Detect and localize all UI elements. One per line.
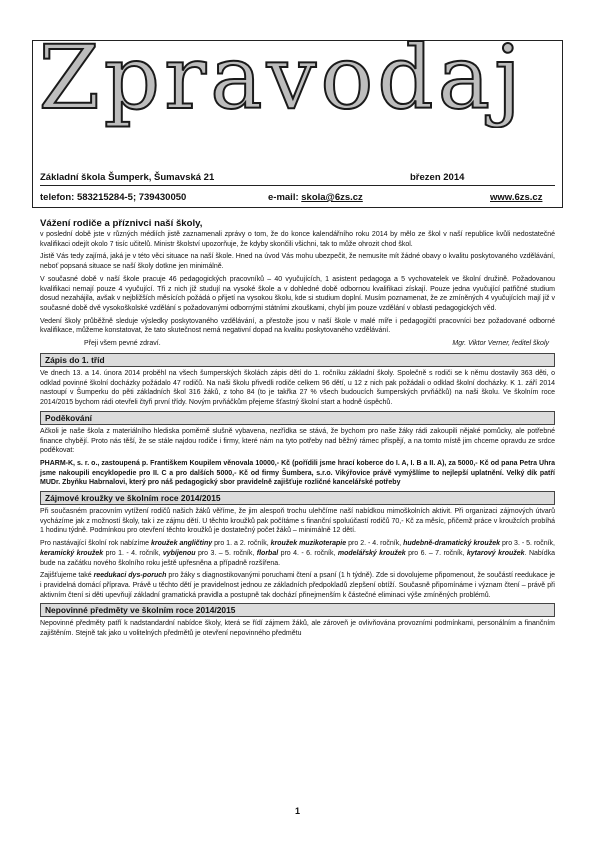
club-name: kroužek muzikoterapie: [270, 540, 347, 548]
club-name: keramický kroužek: [40, 549, 104, 557]
section-paragraph: Při současném pracovním vytížení rodičů našich žáků věříme, že jim alespoň trochu ulehčíme naší nabídkou mimoškolních aktivit. Při organizaci zájmových útvarů vycházíme jak z možností školy, tak i ze zájmu dětí. U těchto kroužků pak počítáme s finanční spoluúčastí rodičů 70,- Kč za měsíc, přičemž práce v kroužcích probíhá 1 hodinu týdně. Podmínkou pro otevření těchto kroužků je dostatečný počet žáků – minimálně 12 dětí.: [40, 508, 555, 535]
web-block: [490, 192, 542, 203]
club-name: hudebně-dramatický kroužek: [403, 540, 500, 548]
section-heading-krouzky: Zájmové kroužky ve školním roce 2014/2015: [40, 491, 555, 505]
club-name: vybíjenou: [162, 549, 196, 557]
club-name: kroužek angličtiny: [151, 540, 213, 548]
intro-paragraph: Vedení školy průběžně sleduje výsledky poskytovaného vzdělávání, a přestože jsou v naší škole v malé míře i pedagogičtí pracovníci bez požadované odborné kvalifikace, můžeme konstatovat, že tato skutečnost nemá negativní dopad na kvalitu poskytovaného vzdělávání.: [40, 317, 555, 335]
section-paragraph: PHARM-K, s. r. o., zastoupená p. Františkem Koupilem věnovala 10000,- Kč (pořídili jsme hrací koberce do I. A, I. B a II. A), za 5000,- Kč od pana Petra Uhra jsme nakoupili encyklopedie pro II. C a pro dalších 5000,- Kč od firmy Šumbera, s.r.o. Vikýřovice právě vymýšlíme to nejlepší uplatnění. Velký dík patří MUDr. Zbyňku Habrnalovi, který pro náš pedagogický sbor pravidelně zajišťuje rozličné kancelářské potřeby: [40, 459, 555, 487]
section-heading-podekovani: Poděkování: [40, 411, 555, 425]
text-run: pro 6. – 7. ročník,: [405, 549, 467, 557]
section-paragraph: Ve dnech 13. a 14. února 2014 proběhl na všech šumperských školách zápis dětí do 1. ročníku základní školy. Společně s rodiči se k němu dostavily 363 děti, o odklad povinné školní docházky požádalo 47 rodičů. Na naši školu přivedli rodiče celkem 96 dětí, u 12 z nich pak požádali o odklad školní docházky. K 1. září 2014 nastoupí v Šumperku do pěti základních škol 316 žáků, z toho 84 (to je takřka 27 % všech budoucích šumperských prvňáčků) na naši školu. Ve školním roce 2014/2015 bychom rádi otevřeli čtyři první třídy. Novým prvňáčkům přejeme šťastný školní start a hodně úspěchů.: [40, 370, 555, 407]
section-paragraph-reedukace: [40, 571, 555, 600]
text-run: pro 1. a 2. ročník,: [212, 540, 271, 548]
phone-text: telefon: 583215284-5; 739430050: [40, 192, 187, 203]
section-paragraph: Nepovinné předměty patří k nadstandardní nabídce školy, která se řídí zájmem žáků, ale zároveň je ovlivňována provozními podmínkami, personálním a finančním zajištěním. Stejně tak jako u volitelných předmětů je otevření nepovinného předmětu: [40, 620, 555, 638]
issue-date: březen 2014: [410, 172, 465, 183]
greeting: Přeji všem pevné zdraví.: [84, 340, 161, 348]
text-run: pro 3. - 5. ročník,: [500, 540, 555, 548]
email-block: [268, 192, 363, 203]
signature-row: [40, 339, 555, 350]
text-run: Zajišťujeme také: [40, 572, 94, 580]
section-paragraph-clubs: [40, 539, 555, 568]
intro-paragraph: V současné době v naší škole pracuje 46 pedagogických pracovníků – 40 vyučujících, 1 asistent pedagoga a 5 vychovatelek ve školní družině. Požadovanou kvalifikaci nemají pouze 4 vyučující. Tři z nich již studují na vysoké škole a v dohledné době odbornou kvalifikaci získají. Pouze jedna vyučující patřičné studium dosud nezahájila, avšak v nejbližších měsících požádá o přijetí na vysokou školu, kde si studium doplní. Musím poznamenat, že ze zmíněných 4 vyučujících mají již v současné době dvě vysokoškolské vzdělání s požadovanými odbornými státními zkouškami, chybí jim pouze vzdělání v oblasti pedagogických věd.: [40, 275, 555, 312]
intro-paragraph: Jistě Vás tedy zajímá, jaká je v této věci situace na naší škole. Hned na úvod Vás mohu ubezpečit, že nemusíte mít žádné obavy o kvalitu poskytovaného vzdělávání, neboť popsaná situace se naší školy dotkne jen minimálně.: [40, 253, 555, 271]
masthead-title: [32, 0, 563, 128]
club-name: reedukaci dys-poruch: [93, 572, 167, 580]
text-run: pro 2. - 4. ročník,: [346, 540, 404, 548]
email-label: e-mail:: [268, 192, 302, 203]
masthead-title-text: Zpravodaj: [38, 26, 526, 128]
school-address: Základní škola Šumperk, Šumavská 21: [40, 172, 215, 183]
section-heading-zapis: Zápis do 1. tříd: [40, 353, 555, 367]
club-name: modelářský kroužek: [337, 549, 406, 557]
text-run: pro 1. - 4. ročník,: [103, 549, 163, 557]
section-heading-nepovinne: Nepovinné předměty ve školním roce 2014/2015: [40, 603, 555, 617]
text-run: . Nabídka bude na začátku nového školního roku ještě upřesněna a případně rozšířena.: [40, 549, 556, 567]
header-divider: [40, 185, 555, 186]
newsletter-content: [40, 218, 555, 642]
club-name: florbal: [256, 549, 279, 557]
intro-title: Vážení rodiče a příznivci naší školy,: [40, 218, 203, 229]
text-run: pro žáky s diagnostikovanými poruchami čtení a psaní (1 h týdně). Zde si dovolujeme připomenout, že součástí reedukace je i pravidelná domácí příprava. Právě u těchto dětí je pravidelnost jednou ze základních předpokladů zlepšení obtíží. Současně připomínáme i význam čtení – právě při aktivním čtení si děti upevňují základní gramatická pravidla a postupně tak dochází přinejmenším k částečné eliminaci výše zmíněných problémů.: [40, 572, 555, 599]
web-link[interactable]: www.6zs.cz: [490, 192, 543, 203]
intro-paragraph: v poslední době jste v různých médiích jistě zaznamenali zprávy o tom, že do konce kalendářního roku 2014 by mělo ze škol v naší republice kvůli nedostatečné kvalifikaci odejít okolo 7 tisíc učitelů. Ministr školství upozorňuje, že kdyby skončili všichni, tak to může ohrozit chod škol.: [40, 231, 555, 248]
club-name: kytarový kroužek: [466, 549, 525, 557]
text-run: pro 4. - 6. ročník,: [278, 549, 338, 557]
section-paragraph: Ačkoli je naše škola z materiálního hlediska poměrně slušně vybavena, nezřídka se stává, že bychom pro naše žáky rádi zakoupili nějaké pomůcky, ale potřebné finance chybějí. Proto nás těší, že se stále najdou rodiče i firmy, které nám na tyto potřeby nad běžný rámec přispějí, a na tomto místě jim chceme opravdu ze srdce poděkovat:: [40, 427, 555, 455]
page-number: 1: [294, 806, 300, 816]
signature: Mgr. Viktor Verner, ředitel školy: [452, 340, 549, 348]
text-run: pro 3. – 5. ročník,: [195, 549, 257, 557]
masthead-title-art: [32, 0, 563, 128]
text-run: Pro nastávající školní rok nabízíme: [40, 540, 152, 548]
email-link[interactable]: skola@6zs.cz: [301, 192, 363, 203]
